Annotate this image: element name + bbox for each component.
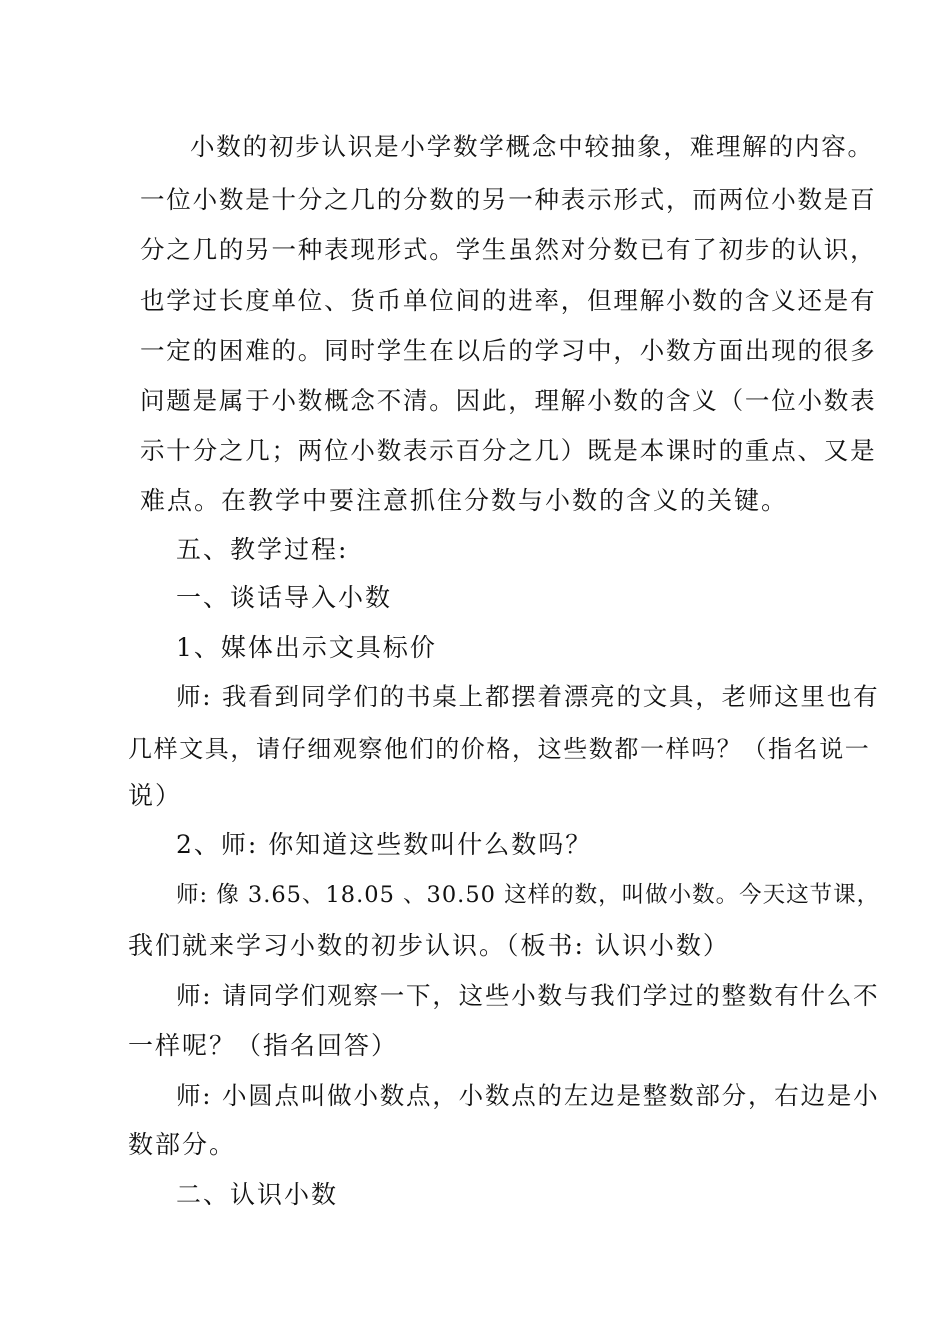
section-heading: 一、谈话导入小数 xyxy=(176,583,393,612)
text-line: 难点。在教学中要注意抓住分数与小数的含义的关键。 xyxy=(140,486,789,515)
text-line: 师: 请同学们观察一下，这些小数与我们学过的整数有什么不 xyxy=(176,981,880,1010)
text-line: 示十分之几；两位小数表示百分之几）既是本课时的重点、又是 xyxy=(140,436,877,465)
text-line: 师: 像 3.65、18.05 、30.50 这样的数，叫做小数。今天这节课， xyxy=(176,882,881,908)
text-line: 一位小数是十分之几的分数的另一种表示形式，而两位小数是百 xyxy=(140,185,877,214)
subsection-heading: 1、媒体出示文具标价 xyxy=(176,633,437,662)
text-line: 师: 我看到同学们的书桌上都摆着漂亮的文具，老师这里也有 xyxy=(176,682,880,711)
text-line: 分之几的另一种表现形式。学生虽然对分数已有了初步的认识， xyxy=(140,235,877,264)
text-line: 问题是属于小数概念不清。因此，理解小数的含义（一位小数表 xyxy=(140,386,877,415)
section-heading: 二、认识小数 xyxy=(176,1180,339,1209)
section-heading: 五、教学过程: xyxy=(176,535,349,564)
text-line: 说） xyxy=(128,781,183,810)
text-line: 师: 小圆点叫做小数点，小数点的左边是整数部分，右边是小 xyxy=(176,1081,880,1110)
text-line: 几样文具，请仔细观察他们的价格，这些数都一样吗？（指名说一 xyxy=(128,735,871,763)
text-line: 2、师: 你知道这些数叫什么数吗？ xyxy=(176,830,593,859)
text-line: 数部分。 xyxy=(128,1130,237,1159)
text-line: 我们就来学习小数的初步认识。（板书: 认识小数） xyxy=(128,931,730,960)
text-line: 小数的初步认识是小学数学概念中较抽象，难理解的内容。 xyxy=(190,132,874,161)
text-line: 一样呢？（指名回答） xyxy=(128,1031,399,1060)
text-line: 也学过长度单位、货币单位间的进率，但理解小数的含义还是有 xyxy=(140,286,877,315)
text-line: 一定的困难的。同时学生在以后的学习中，小数方面出现的很多 xyxy=(140,336,877,365)
